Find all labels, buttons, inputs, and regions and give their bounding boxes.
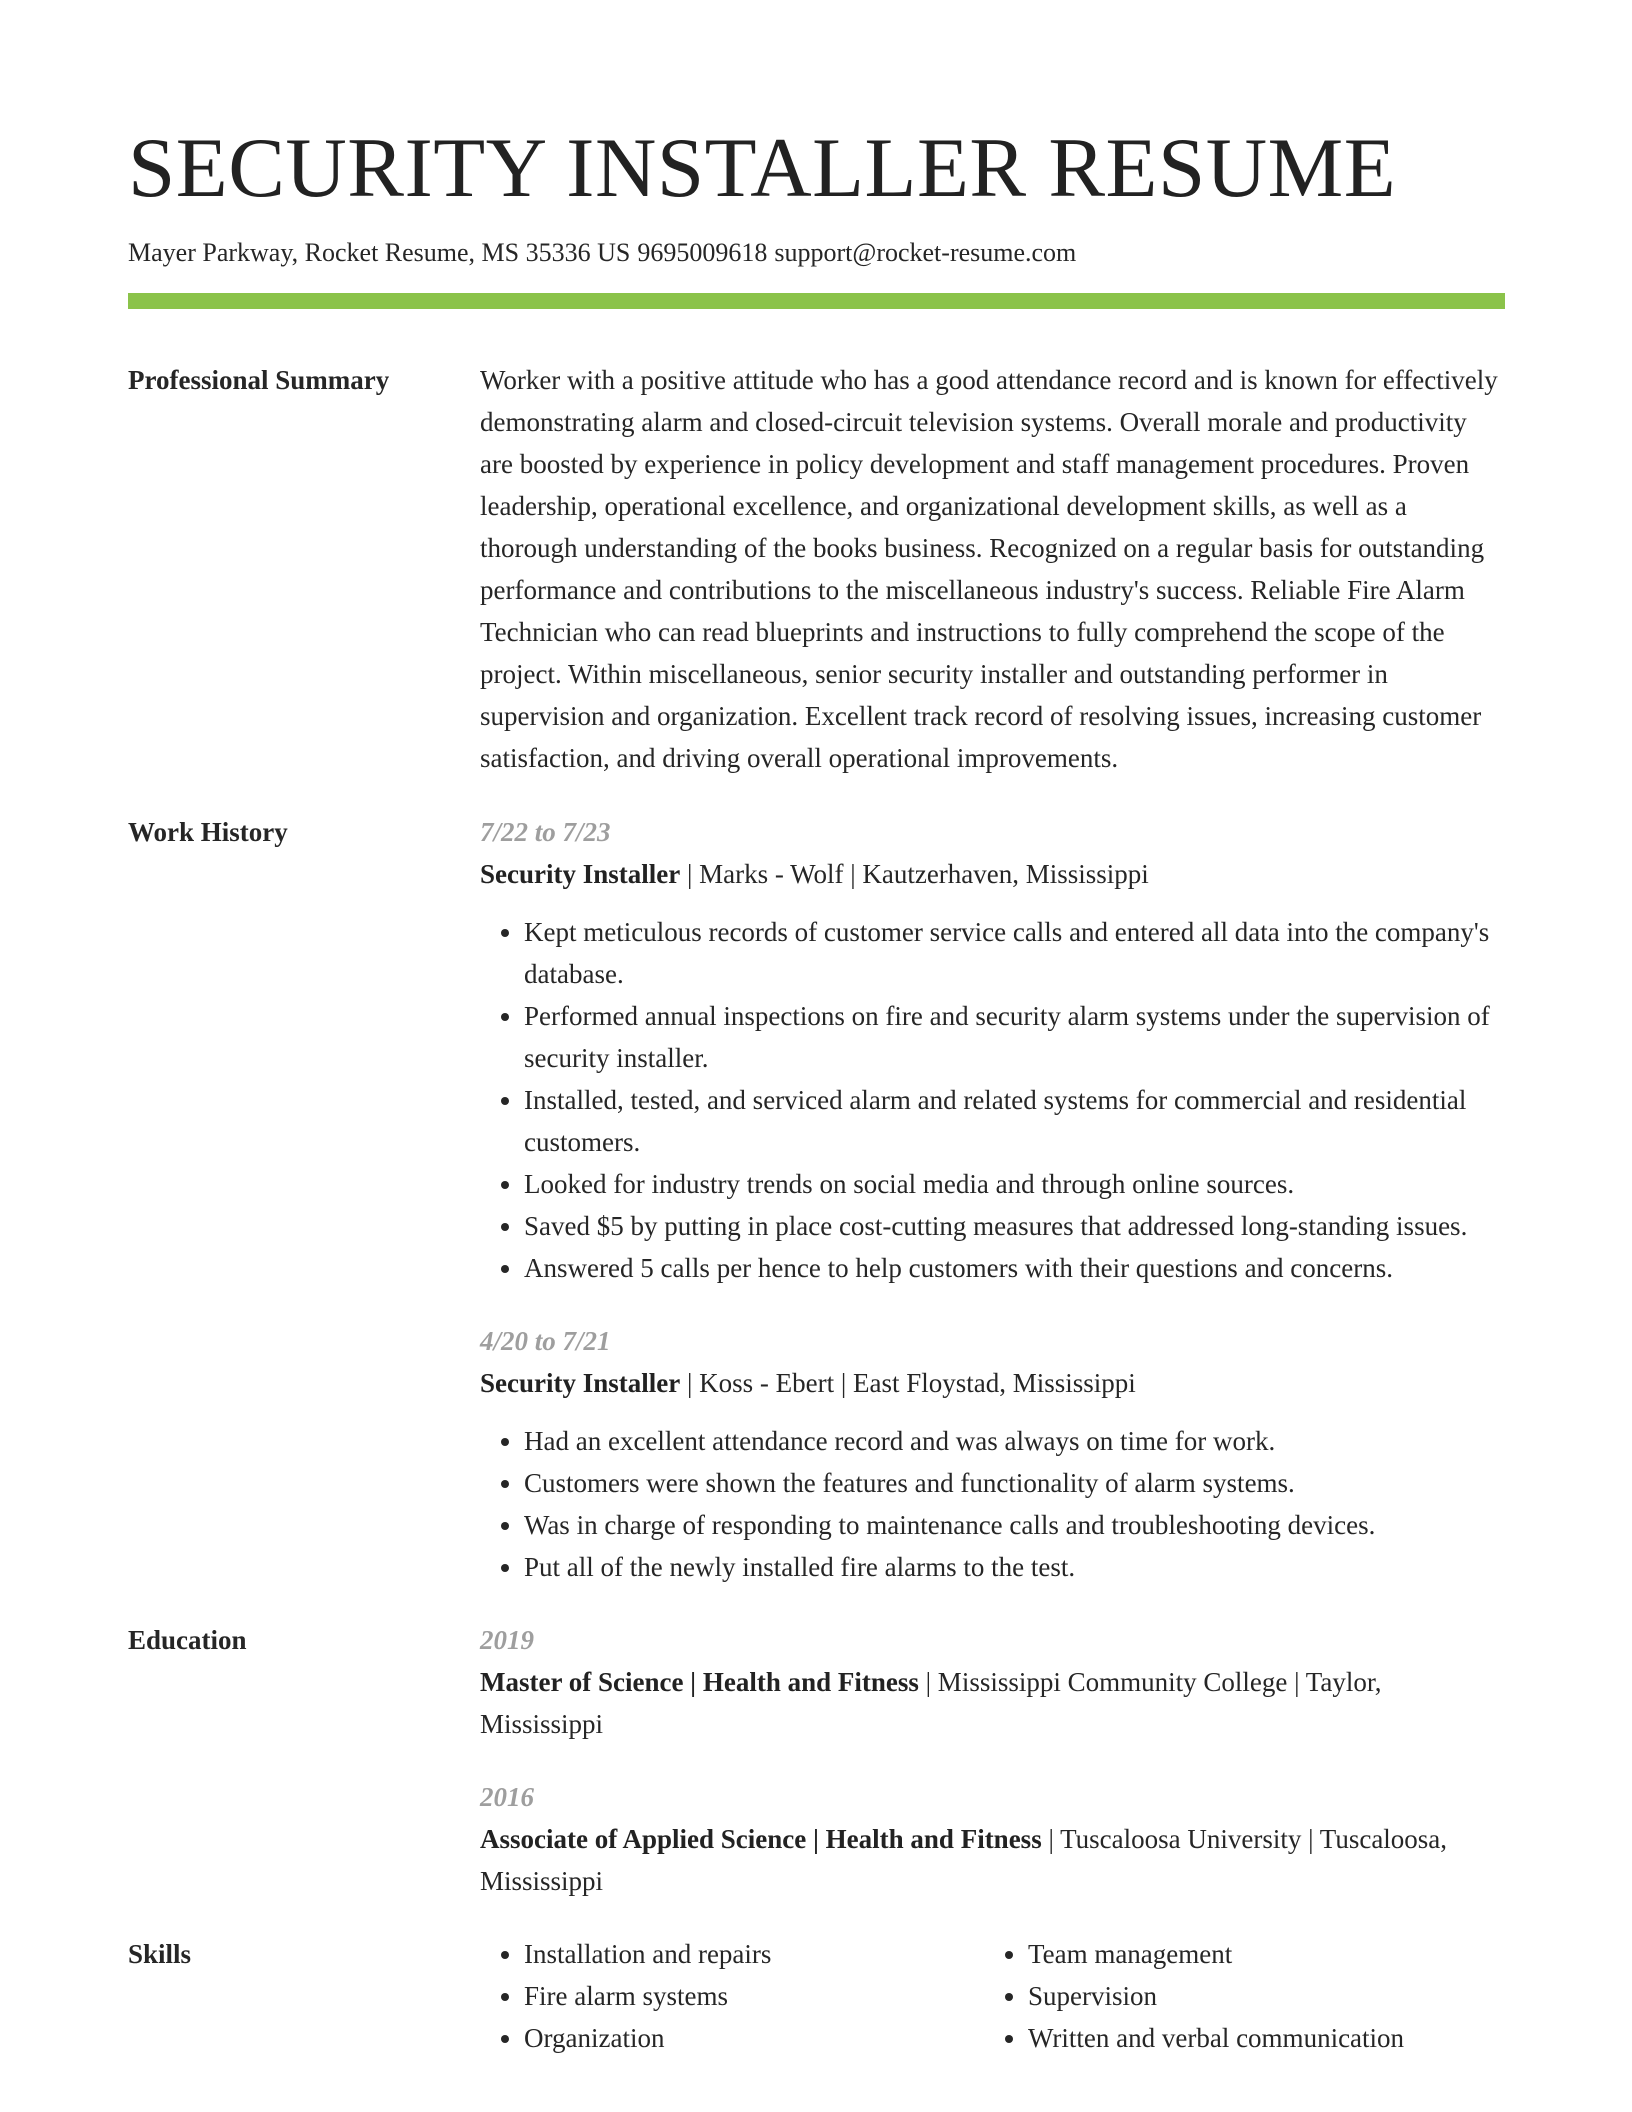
- contact-address: Mayer Parkway, Rocket Resume, MS 35336 US: [128, 238, 631, 267]
- education-year: 2016: [480, 1782, 534, 1812]
- job-details: | Koss - Ebert | East Floystad, Mississippi: [680, 1368, 1136, 1398]
- resume-page: [128, 0, 1505, 2059]
- job-title: Security Installer: [480, 1368, 681, 1398]
- skills-label: Skills: [128, 1939, 192, 1969]
- education-year: 2019: [480, 1625, 534, 1655]
- job-dates: 7/22 to 7/23: [480, 817, 611, 847]
- job-bullet: • Answered 5 calls per hence to help customers with their questions and concerns.: [524, 1247, 1505, 1289]
- education-entry: [480, 1776, 1505, 1902]
- work-history-section: [128, 811, 1505, 1588]
- job-bullet: • Saved $5 by putting in place cost-cutting measures that addressed long-standing issues.: [524, 1205, 1505, 1247]
- job-entry: [480, 1320, 1505, 1588]
- education-details: | Tuscaloosa University | Tuscaloosa, Mississippi: [480, 1824, 1448, 1896]
- summary-label: Professional Summary: [128, 365, 390, 395]
- job-entry: [480, 811, 1505, 1289]
- job-dates: 4/20 to 7/21: [480, 1326, 611, 1356]
- job-bullet: • Customers were shown the features and functionality of alarm systems.: [524, 1462, 1505, 1504]
- skills-columns: [480, 1933, 1505, 2059]
- education-heading: [480, 1661, 1505, 1745]
- education-label: Education: [128, 1625, 247, 1655]
- job-bullet: • Put all of the newly installed fire alarms to the test.: [524, 1546, 1505, 1588]
- job-bullet: • Performed annual inspections on fire and security alarm systems under the supervision of security installer.: [524, 995, 1505, 1079]
- job-heading: [480, 853, 1505, 895]
- education-degree: Associate of Applied Science | Health and Fitness: [480, 1824, 1042, 1854]
- resume-title: SECURITY INSTALLER RESUME: [128, 121, 1397, 215]
- job-heading: [480, 1362, 1505, 1404]
- skill-item: • Supervision: [1028, 1975, 1488, 2017]
- contact-line: [128, 236, 1505, 270]
- job-bullet: • Installed, tested, and serviced alarm and related systems for commercial and residential customers.: [524, 1079, 1505, 1163]
- job-bullet: • Was in charge of responding to maintenance calls and troubleshooting devices.: [524, 1504, 1505, 1546]
- job-details: | Marks - Wolf | Kautzerhaven, Mississippi: [680, 859, 1149, 889]
- education-details: | Mississippi Community College | Taylor, Mississippi: [480, 1667, 1382, 1739]
- education-entry: [480, 1619, 1505, 1745]
- skill-item: • Fire alarm systems: [524, 1975, 984, 2017]
- contact-email: support@rocket-resume.com: [774, 238, 1077, 267]
- skill-item: • Team management: [1028, 1933, 1488, 1975]
- skill-item: • Written and verbal communication: [1028, 2017, 1488, 2059]
- job-bullet: • Had an excellent attendance record and was always on time for work.: [524, 1420, 1505, 1462]
- skills-body: [480, 1933, 1505, 2059]
- work-history-body: [480, 811, 1505, 1588]
- skill-item: • Installation and repairs: [524, 1933, 984, 1975]
- job-bullets: [480, 911, 1505, 1289]
- job-bullet: • Kept meticulous records of customer service calls and entered all data into the company's database.: [524, 911, 1505, 995]
- skill-item: • Organization: [524, 2017, 984, 2059]
- summary-body: [480, 359, 1505, 779]
- education-section: [128, 1619, 1505, 1902]
- education-heading: [480, 1818, 1505, 1902]
- education-degree: Master of Science | Health and Fitness: [480, 1667, 919, 1697]
- contact-phone: 9695009618: [637, 238, 768, 267]
- skills-list-right: [984, 1933, 1488, 2059]
- skills-list-left: [480, 1933, 984, 2059]
- job-bullet: • Looked for industry trends on social media and through online sources.: [524, 1163, 1505, 1205]
- header-divider: [128, 293, 1505, 309]
- job-title: Security Installer: [480, 859, 681, 889]
- summary-section: [128, 359, 1505, 779]
- work-history-label: Work History: [128, 817, 288, 847]
- job-bullets: [480, 1420, 1505, 1588]
- skills-section: [128, 1933, 1505, 2059]
- summary-text: Worker with a positive attitude who has a good attendance record and is known for effectively demonstrating alarm and closed-circuit television systems. Overall morale and productivity are boosted by experience in policy development and staff management procedures. Proven leadership, operational excellence, and organizational development skills, as well as a thorough understanding of the books business. Recognized on a regular basis for outstanding performance and contributions to the miscellaneous industry's success. Reliable Fire Alarm Technician who can read blueprints and instructions to fully comprehend the scope of the project. Within miscellaneous, senior security installer and outstanding performer in supervision and organization. Excellent track record of resolving issues, increasing customer satisfaction, and driving overall operational improvements.: [480, 365, 1498, 773]
- education-body: [480, 1619, 1505, 1902]
